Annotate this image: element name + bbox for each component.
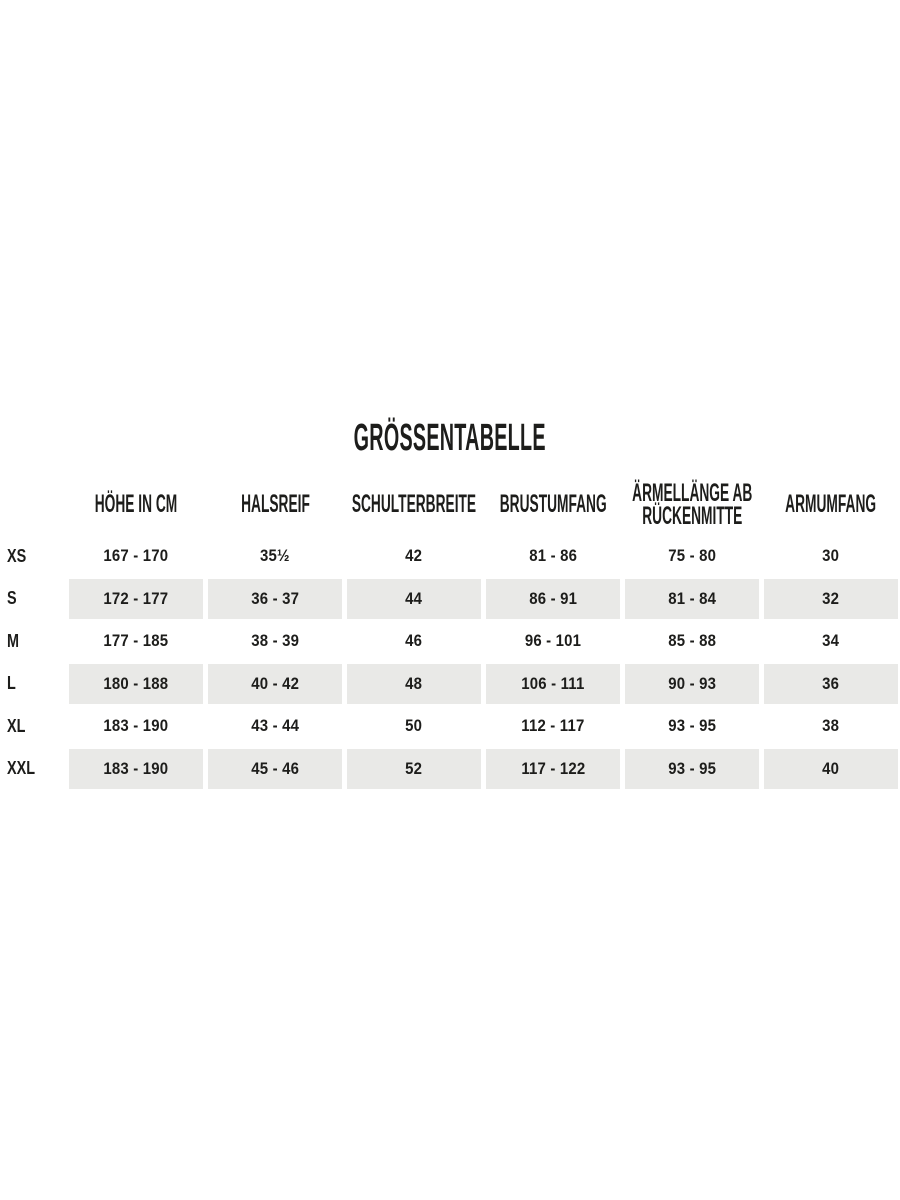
cell-value: 30 [822, 546, 840, 566]
column-header-aermellaenge [625, 474, 759, 535]
table-cell [486, 579, 620, 620]
table-row-xl [7, 705, 898, 748]
table-row-s [7, 578, 898, 621]
size-label [7, 620, 64, 663]
cell-value: 93 - 95 [668, 758, 716, 778]
cell-value: 167 - 170 [103, 546, 169, 566]
table-cell [347, 536, 481, 577]
cell-value: 40 - 42 [251, 673, 299, 693]
table-cell [764, 621, 898, 662]
table-cell [69, 621, 203, 662]
cell-value: 106 - 111 [521, 673, 585, 693]
table-cell [208, 621, 342, 662]
cell-value: 180 - 188 [103, 673, 169, 693]
cell-value: 112 - 117 [521, 716, 585, 736]
column-header-halsreif [208, 474, 342, 535]
corner-cell [7, 474, 64, 535]
cell-value: 90 - 93 [668, 673, 716, 693]
table-cell [625, 706, 759, 747]
table-cell [625, 749, 759, 790]
table-row-m [7, 620, 898, 663]
cell-value: 85 - 88 [668, 631, 716, 651]
cell-value: 35½ [260, 546, 290, 566]
cell-value: 36 - 37 [251, 588, 299, 608]
table-cell [486, 749, 620, 790]
table-cell [208, 706, 342, 747]
table-cell [347, 579, 481, 620]
page-title-text: GRÖSSENTABELLE [353, 417, 547, 459]
table-cell [486, 621, 620, 662]
table-cell [486, 706, 620, 747]
table-cell [69, 706, 203, 747]
column-header-label: ARMUMFANG [785, 490, 877, 518]
table-cell [208, 536, 342, 577]
size-label [7, 705, 64, 748]
cell-value: 36 [822, 673, 840, 693]
page-title [0, 419, 900, 465]
table-cell [764, 536, 898, 577]
column-header-label: HALSREIF [240, 490, 310, 518]
table-cell [764, 579, 898, 620]
table-cell [208, 664, 342, 705]
table-cell [764, 749, 898, 790]
table-cell [625, 664, 759, 705]
cell-value: 117 - 122 [521, 758, 585, 778]
table-cell [69, 664, 203, 705]
table-header-row [7, 474, 898, 535]
size-label-text: XS [7, 545, 27, 566]
column-header-brustumfang [486, 474, 620, 535]
size-label-text: L [7, 673, 16, 694]
table-row-l [7, 663, 898, 706]
size-label [7, 535, 64, 578]
table-cell [625, 579, 759, 620]
size-label-text: XXL [7, 758, 36, 779]
size-label [7, 578, 64, 621]
size-label-text: XL [7, 715, 26, 736]
table-cell [69, 749, 203, 790]
table-cell [625, 536, 759, 577]
cell-value: 34 [822, 631, 840, 651]
table-cell [764, 664, 898, 705]
cell-value: 50 [405, 716, 423, 736]
table-row-xxl [7, 748, 898, 791]
cell-value: 40 [822, 758, 840, 778]
cell-value: 93 - 95 [668, 716, 716, 736]
cell-value: 81 - 86 [529, 546, 577, 566]
cell-value: 52 [405, 758, 423, 778]
cell-value: 177 - 185 [103, 631, 169, 651]
cell-value: 75 - 80 [668, 546, 716, 566]
size-table [7, 474, 898, 790]
size-label-text: S [7, 588, 17, 609]
cell-value: 45 - 46 [251, 758, 299, 778]
size-label [7, 748, 64, 791]
cell-value: 86 - 91 [529, 588, 577, 608]
table-cell [347, 749, 481, 790]
column-header-schulterbreite [347, 474, 481, 535]
table-cell [764, 706, 898, 747]
cell-value: 32 [822, 588, 840, 608]
table-cell [208, 749, 342, 790]
cell-value: 183 - 190 [103, 716, 169, 736]
table-cell [347, 664, 481, 705]
cell-value: 48 [405, 673, 423, 693]
table-cell [625, 621, 759, 662]
column-header-label-line1: ÄRMELLÄNGE AB [631, 478, 753, 507]
cell-value: 43 - 44 [251, 716, 299, 736]
cell-value: 172 - 177 [103, 588, 169, 608]
table-cell [208, 579, 342, 620]
table-cell [486, 664, 620, 705]
cell-value: 96 - 101 [524, 631, 582, 651]
size-label-text: M [7, 630, 19, 651]
size-label [7, 663, 64, 706]
cell-value: 44 [405, 588, 423, 608]
cell-value: 42 [405, 546, 423, 566]
column-header-label-line2: RÜCKENMITTE [641, 501, 743, 530]
table-cell [486, 536, 620, 577]
table-cell [347, 621, 481, 662]
column-header-label: HÖHE IN CM [94, 490, 178, 518]
column-header-label: BRUSTUMFANG [499, 490, 607, 518]
table-row-xs [7, 535, 898, 578]
table-cell [69, 536, 203, 577]
column-header-label: SCHULTERBREITE [351, 490, 477, 518]
cell-value: 46 [405, 631, 423, 651]
table-cell [347, 706, 481, 747]
cell-value: 183 - 190 [103, 758, 169, 778]
cell-value: 81 - 84 [668, 588, 716, 608]
column-header-hoehe [69, 474, 203, 535]
cell-value: 38 [822, 716, 840, 736]
column-header-armumfang [764, 474, 898, 535]
cell-value: 38 - 39 [251, 631, 299, 651]
table-cell [69, 579, 203, 620]
